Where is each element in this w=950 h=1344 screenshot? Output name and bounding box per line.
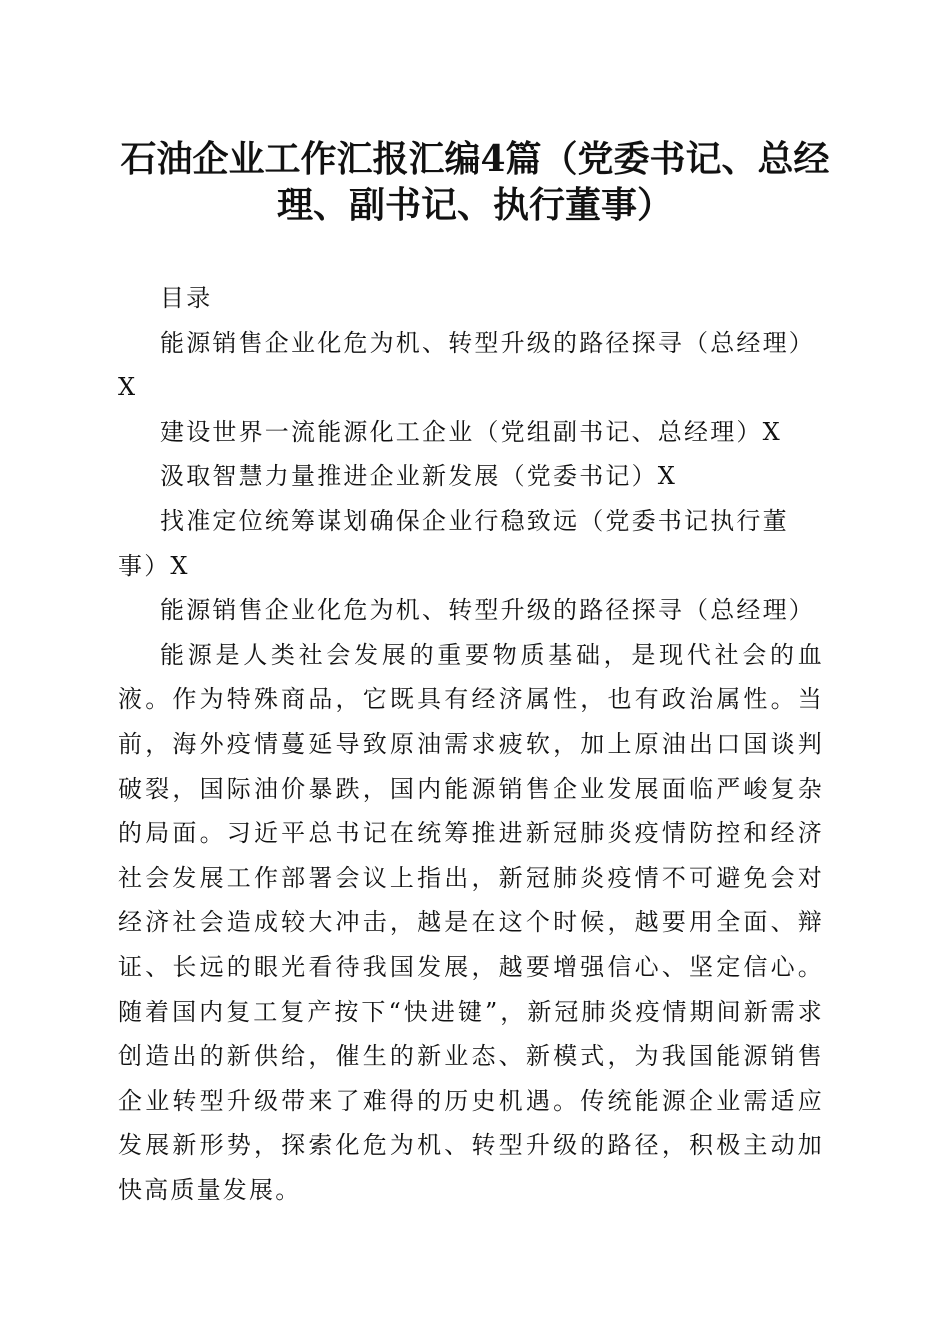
toc-heading: 目录: [160, 284, 213, 312]
document-title: 石油企业工作汇报汇编4篇（党委书记、总经理、副书记、执行董事）: [120, 138, 830, 226]
document-body: [118, 276, 824, 1212]
toc-entry-3: 汲取智慧力量推进企业新发展（党委书记）X: [160, 462, 678, 491]
toc-entry-1: 能源销售企业化危为机、转型升级的路径探寻（总经理）X: [118, 328, 815, 402]
body-paragraph: 能源是人类社会发展的重要物质基础，是现代社会的血液。作为特殊商品，它既具有经济属性，也有政治属性。当前，海外疫情蔓延导致原油需求疲软，加上原油出口国谈判破裂，国际油价暴跌，国内能源销售企业发展面临严峻复杂的局面。习近平总书记在统筹推进新冠肺炎疫情防控和经济社会发展工作部署会议上指出，新冠肺炎疫情不可避免会对经济社会造成较大冲击，越是在这个时候，越要用全面、辩证、长远的眼光看待我国发展，越要增强信心、坚定信心。随着国内复工复产按下“快进键”，新冠肺炎疫情期间新需求创造出的新供给，催生的新业态、新模式，为我国能源销售企业转型升级带来了难得的历史机遇。传统能源企业需适应发展新形势，探索化危为机、转型升级的路径，积极主动加快高质量发展。: [118, 640, 824, 1204]
toc-entry-4: 找准定位统筹谋划确保企业行稳致远（党委书记执行董事）X: [118, 506, 789, 580]
section-title: 能源销售企业化危为机、转型升级的路径探寻（总经理）: [160, 596, 815, 625]
toc-entry-2: 建设世界一流能源化工企业（党组副书记、总经理）X: [160, 417, 782, 446]
